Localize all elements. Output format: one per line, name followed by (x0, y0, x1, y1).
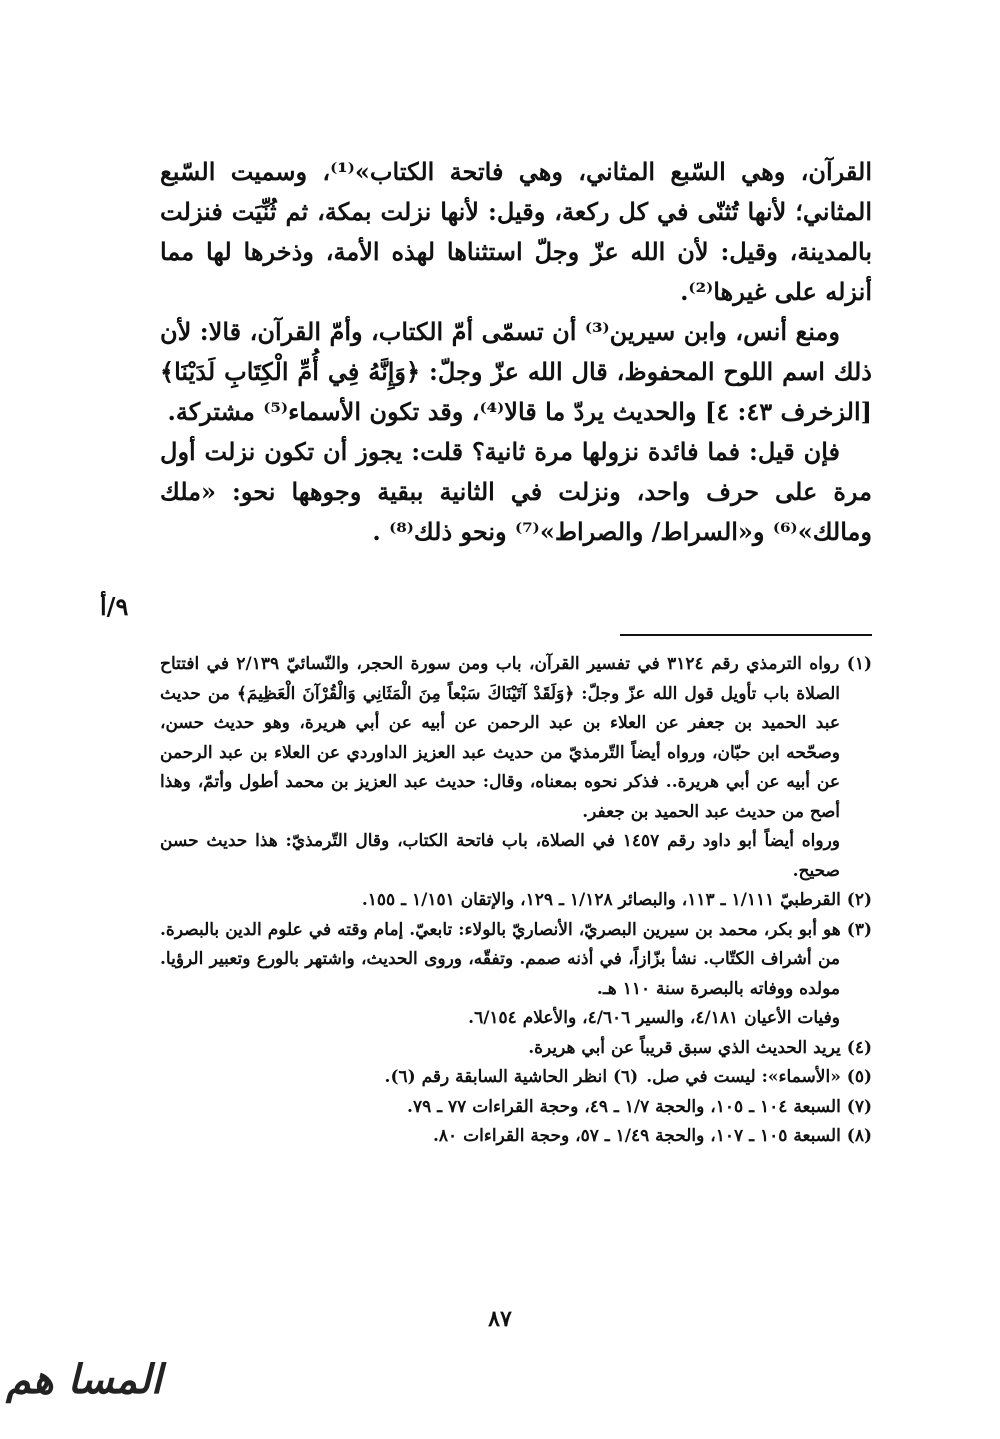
page-number: ٨٧ (488, 1306, 512, 1332)
footnote-1-continued: ورواه أيضاً أبو داود رقم ١٤٥٧ في الصلاة، باب فاتحة الكتاب، وقال التّرمذيّ: هذا حديث حسن صحيح. (160, 831, 840, 881)
paragraph-2: ومنع أنس، وابن سيرين⁽³⁾ أن تسمّى أمّ الكتاب، وأمّ القرآن، قالا: لأن ذلك اسم اللوح المحفوظ، قال الله عزّ وجلّ: ﴿وَإِنَّهُ فِي أُمِّ الْكِتَابِ لَدَيْنَا﴾ [الزخرف ٤٣: ٤] والحديث يردّ ما قالا⁽⁴⁾، وقد تكون الأسماء⁽⁵⁾ مشتركة. (160, 317, 872, 426)
footnote-8: (٨) السبعة ١٠٥ ـ ١٠٧، والحجة ١/٤٩ ـ ٥٧، وحجة القراءات ٨٠. (433, 1126, 872, 1146)
footnote-separator (620, 634, 872, 636)
folio-marker: ٩/أ (100, 592, 129, 621)
footnote-5: (٥) «الأسماء»: ليست في صل. (646, 1067, 872, 1087)
paragraph-1: القرآن، وهي السّبع المثاني، وهي فاتحة الكتاب»⁽¹⁾، وسميت السّبع المثاني؛ لأنها تُثنّى في كل ركعة، وقيل: لأنها نزلت بمكة، ثم ثُنِّيَت فنزلت بالمدينة، وقيل: لأن الله عزّ وجلّ استثناها لهذه الأمة، وذخرها لها مما أنزله على غيرها⁽²⁾. (160, 157, 872, 306)
paragraph-3: فإن قيل: فما فائدة نزولها مرة ثانية؟ قلت: يجوز أن تكون نزلت أول مرة على حرف واحد، ونزلت في الثانية ببقية وجوهها نحو: «ملك ومالك»⁽⁶⁾ و«السراط/ والصراط»⁽⁷⁾ ونحو ذلك⁽⁸⁾ . (160, 437, 872, 546)
footnote-5-6-row (160, 1063, 872, 1093)
footnote-6: (٦) انظر الحاشية السابقة رقم (٦). (384, 1067, 639, 1087)
footnotes (160, 650, 872, 1152)
main-text (160, 152, 872, 552)
logo-text: المسا هم (6, 1356, 162, 1403)
footnote-4: (٤) يريد الحديث الذي سبق قريباً عن أبي هريرة. (528, 1037, 872, 1058)
footnote-1: (١) رواه الترمذي رقم ٣١٢٤ في تفسير القرآن، باب ومن سورة الحجر، والنّسائيّ ٢/١٣٩ في افتتاح الصلاة باب تأويل قول الله عزّ وجلّ: ﴿وَلَقَدْ آتَيْنَاكَ سَبْعاً مِنَ الْمَثَانِي وَالْقُرْآنَ الْعَظِيمَ﴾ من حديث عبد الحميد بن جعفر عن العلاء بن عبد الرحمن عن أبيه عن أبي هريرة، وهو حديث حسن، وصحّحه ابن حبّان، ورواه أيضاً التّرمذيّ من حديث عبد العزيز الداوردي عن العلاء بن عبد الرحمن عن أبيه عن أبي هريرة.. فذكر نحوه بمعناه، وقال: حديث عبد العزيز بن محمد أطول وأتمّ، وهذا أصح من حديث عبد الحميد بن جعفر. (160, 654, 872, 822)
footnote-2: (٢) القرطبيّ ١/١١١ ـ ١١٣، والبصائر ١/١٢٨ ـ ١٢٩، والإتقان ١/١٥١ ـ ١٥٥. (361, 890, 872, 910)
footnote-3-sources: وفيات الأعيان ٤/١٨١، والسير ٤/٦٠٦، والأعلام ٦/١٥٤. (468, 1008, 840, 1028)
footnote-7: (٧) السبعة ١٠٤ ـ ١٠٥، والحجة ١/٧ ـ ٤٩، وحجة القراءات ٧٧ ـ ٧٩. (407, 1096, 872, 1117)
footnote-3: (٣) هو أبو بكر، محمد بن سيرين البصريّ، الأنصاريّ بالولاء: تابعيّ. إمام وقته في علوم الدين بالبصرة. من أشراف الكتّاب. نشأ بزّازاً، في أذنه صمم. وتفقّه، وروى الحديث، واشتهر بالورع وتعبير الرؤيا. مولده ووفاته بالبصرة سنة ١١٠ هـ. (160, 919, 872, 999)
watermark-logo (6, 1356, 162, 1403)
